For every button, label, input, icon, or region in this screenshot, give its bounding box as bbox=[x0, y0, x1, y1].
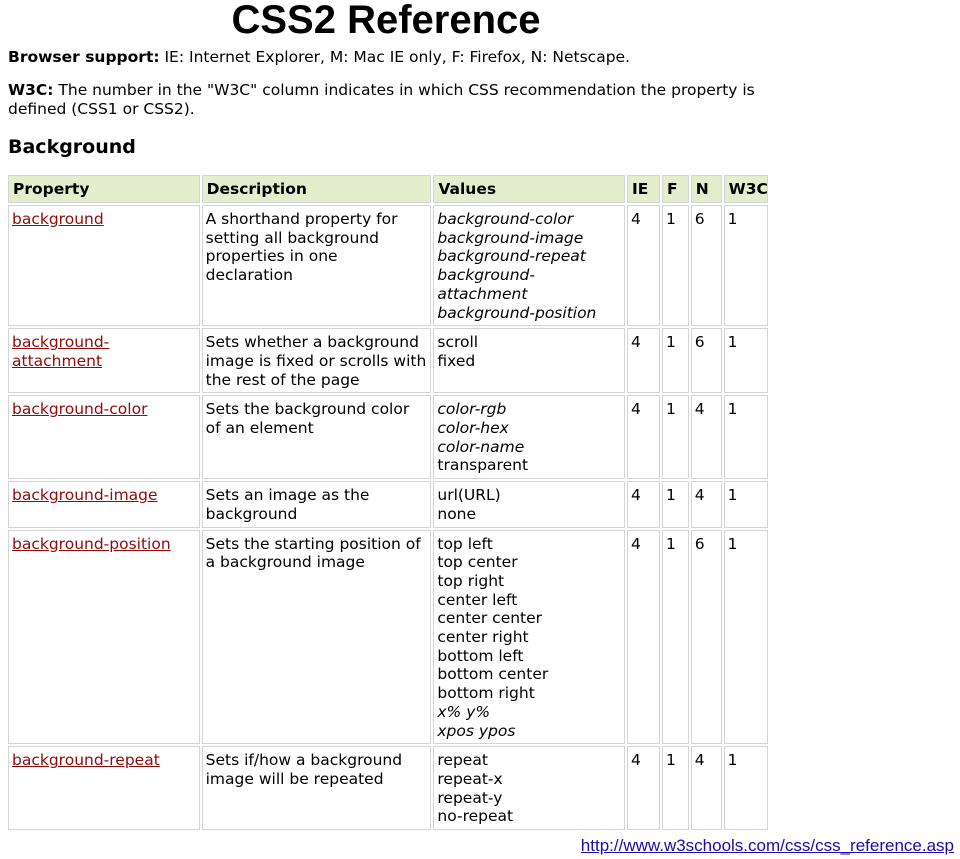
value-item: xpos ypos bbox=[437, 721, 516, 740]
value-item: bottom center bbox=[437, 665, 549, 684]
values-cell bbox=[433, 205, 625, 326]
value-item: center right bbox=[437, 628, 529, 647]
table-row bbox=[8, 328, 768, 393]
header-description: Description bbox=[202, 175, 432, 203]
property-cell bbox=[8, 530, 200, 745]
value-item: background-attachment bbox=[437, 266, 535, 303]
header-property: Property bbox=[8, 175, 200, 203]
value-item: bottom right bbox=[437, 684, 535, 703]
value-item: background-position bbox=[437, 303, 597, 322]
ie-cell: 4 bbox=[627, 205, 660, 326]
slide-title: CSS2 Reference bbox=[231, 0, 541, 42]
value-item: bottom left bbox=[437, 646, 524, 665]
w3c-cell: 1 bbox=[724, 328, 768, 393]
table-header-row bbox=[8, 175, 768, 203]
values-cell bbox=[433, 328, 625, 393]
value-item: repeat-x bbox=[437, 769, 503, 788]
description-cell: Sets if/how a background image will be repeated bbox=[202, 746, 432, 830]
values-cell bbox=[433, 746, 625, 830]
property-cell bbox=[8, 746, 200, 830]
property-link[interactable]: background-image bbox=[12, 486, 158, 505]
value-item: background-color bbox=[437, 210, 574, 228]
w3c-cell: 1 bbox=[724, 205, 768, 326]
browser-support-note bbox=[8, 48, 630, 67]
value-item: fixed bbox=[437, 351, 476, 370]
description-cell: Sets the background color of an element bbox=[202, 395, 432, 479]
w3c-cell: 1 bbox=[724, 395, 768, 479]
value-item: center center bbox=[437, 609, 543, 628]
value-item: top center bbox=[437, 553, 518, 572]
value-item: center left bbox=[437, 590, 518, 609]
value-item: url(URL) bbox=[437, 486, 501, 505]
value-item: transparent bbox=[437, 456, 529, 475]
f-cell: 1 bbox=[662, 205, 689, 326]
value-item: repeat-y bbox=[437, 788, 503, 807]
table-row bbox=[8, 205, 768, 326]
value-item: scroll bbox=[437, 333, 479, 352]
ie-cell: 4 bbox=[627, 746, 660, 830]
section-heading: Background bbox=[8, 136, 136, 158]
property-cell bbox=[8, 481, 200, 527]
n-cell: 6 bbox=[691, 530, 722, 745]
n-cell: 4 bbox=[691, 746, 722, 830]
f-cell: 1 bbox=[662, 395, 689, 479]
values-cell bbox=[433, 481, 625, 527]
n-cell: 6 bbox=[691, 205, 722, 326]
ie-cell: 4 bbox=[627, 530, 660, 745]
f-cell: 1 bbox=[662, 481, 689, 527]
description-cell: Sets whether a background image is fixed or scrolls with the rest of the page bbox=[202, 328, 432, 393]
css-reference-table bbox=[6, 173, 770, 832]
f-cell: 1 bbox=[662, 328, 689, 393]
browser-support-text: IE: Internet Explorer, M: Mac IE only, F: Firefox, N: Netscape. bbox=[159, 48, 631, 66]
table-body bbox=[8, 205, 768, 830]
ie-cell: 4 bbox=[627, 395, 660, 479]
table-row bbox=[8, 481, 768, 527]
header-f: F bbox=[662, 175, 689, 203]
f-cell: 1 bbox=[662, 530, 689, 745]
value-item: background-image bbox=[437, 228, 584, 247]
ie-cell: 4 bbox=[627, 328, 660, 393]
description-cell: Sets an image as the background bbox=[202, 481, 432, 527]
f-cell: 1 bbox=[662, 746, 689, 830]
value-item: no-repeat bbox=[437, 807, 514, 826]
values-cell bbox=[433, 530, 625, 745]
w3c-text: The number in the "W3C" column indicates in which CSS recommendation the property is defined (CSS1 or CSS2). bbox=[8, 81, 755, 118]
value-item: top right bbox=[437, 571, 505, 590]
property-link[interactable]: background-position bbox=[12, 534, 171, 553]
n-cell: 4 bbox=[691, 395, 722, 479]
header-n: N bbox=[691, 175, 722, 203]
property-cell bbox=[8, 328, 200, 393]
value-item: color-name bbox=[437, 437, 525, 456]
table-row bbox=[8, 530, 768, 745]
n-cell: 4 bbox=[691, 481, 722, 527]
property-link[interactable]: background bbox=[12, 210, 104, 228]
header-w3c: W3C bbox=[724, 175, 768, 203]
n-cell: 6 bbox=[691, 328, 722, 393]
description-cell: Sets the starting position of a background image bbox=[202, 530, 432, 745]
w3c-cell: 1 bbox=[724, 481, 768, 527]
property-cell bbox=[8, 395, 200, 479]
w3c-cell: 1 bbox=[724, 530, 768, 745]
value-item: color-rgb bbox=[437, 400, 507, 419]
table-row bbox=[8, 746, 768, 830]
property-cell bbox=[8, 205, 200, 326]
w3c-cell: 1 bbox=[724, 746, 768, 830]
values-cell bbox=[433, 395, 625, 479]
header-values: Values bbox=[433, 175, 625, 203]
source-url-link[interactable]: http://www.w3schools.com/css/css_reference.asp bbox=[580, 836, 954, 855]
value-item: repeat bbox=[437, 751, 488, 770]
ie-cell: 4 bbox=[627, 481, 660, 527]
value-item: background-repeat bbox=[437, 247, 586, 266]
header-ie: IE bbox=[627, 175, 660, 203]
property-link[interactable]: background-attachment bbox=[12, 333, 110, 370]
property-link[interactable]: background-color bbox=[12, 400, 148, 419]
value-item: color-hex bbox=[437, 419, 509, 438]
property-link[interactable]: background-repeat bbox=[12, 751, 160, 770]
table-row bbox=[8, 395, 768, 479]
browser-support-label: Browser support: bbox=[8, 48, 160, 66]
value-item: top left bbox=[437, 534, 493, 553]
value-item: none bbox=[437, 504, 477, 523]
w3c-note bbox=[8, 81, 768, 119]
value-item: x% y% bbox=[437, 702, 491, 721]
description-cell: A shorthand property for setting all background properties in one declaration bbox=[202, 205, 432, 326]
w3c-label: W3C: bbox=[8, 81, 54, 99]
